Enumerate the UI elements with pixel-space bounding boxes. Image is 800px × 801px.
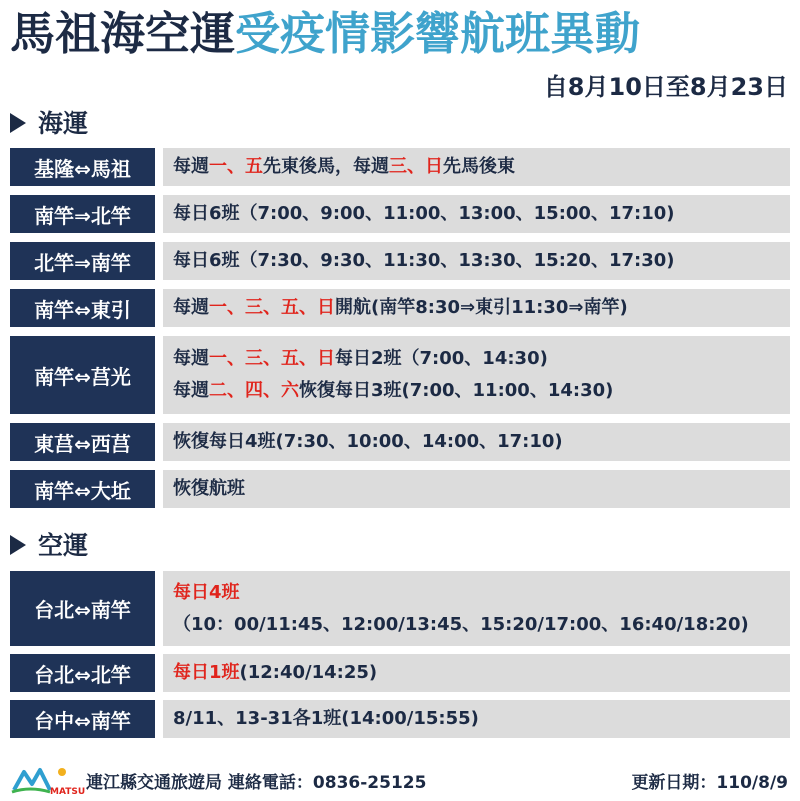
schedule-info — [163, 654, 790, 692]
schedule-text: 恢復每日3班(7:00、11:00、14:30) — [299, 380, 614, 401]
highlight-text: 一、三、五、日 — [209, 348, 335, 369]
schedule-row — [10, 470, 790, 508]
sea-heading-text: 海運 — [38, 109, 89, 138]
schedule-text: 每日6班（7:00、9:00、11:00、13:00、15:00、17:10) — [173, 203, 675, 224]
schedule-line — [173, 151, 790, 183]
highlight-text: 每日4班 — [173, 581, 240, 603]
schedule-row — [10, 571, 790, 646]
schedule-info — [163, 289, 790, 327]
schedule-row — [10, 654, 790, 692]
schedule-info — [163, 423, 790, 461]
route-label: 南竿⇔莒光 — [10, 336, 155, 414]
route-label: 台北⇔南竿 — [10, 571, 155, 646]
schedule-row — [10, 242, 790, 280]
route-label: 東莒⇔西莒 — [10, 423, 155, 461]
schedule-text: 先東後馬，每週 — [263, 156, 389, 177]
highlight-text: 二、四、六 — [209, 380, 299, 401]
schedule-info — [163, 195, 790, 233]
schedule-text: 先馬後東 — [443, 156, 515, 177]
schedule-text: 開航(南竿8:30⇒東引11:30⇒南竿) — [335, 297, 628, 318]
schedule-text: 每日2班（7:00、14:30) — [335, 348, 548, 369]
sea-section-heading — [10, 108, 88, 140]
route-label: 基隆⇔馬祖 — [10, 148, 155, 186]
page-title — [10, 4, 640, 64]
schedule-info — [163, 242, 790, 280]
route-label: 南竿⇔大坵 — [10, 470, 155, 508]
schedule-line — [173, 292, 790, 324]
schedule-line — [173, 245, 790, 277]
logo-text: MATSU — [50, 787, 86, 797]
air-heading-text: 空運 — [38, 531, 89, 560]
title-part2: 受疫情影響航班異動 — [235, 7, 641, 60]
route-label: 台中⇔南竿 — [10, 700, 155, 738]
title-part1: 馬祖海空運 — [10, 7, 236, 60]
schedule-text: 每週 — [173, 156, 209, 177]
update-date: 更新日期：110/8/9 — [631, 773, 788, 793]
schedule-line — [173, 657, 790, 689]
schedule-line — [173, 198, 790, 230]
schedule-row — [10, 423, 790, 461]
schedule-text: 8/11、13-31各1班(14:00/15:55) — [173, 708, 479, 729]
highlight-text: 每日1班 — [173, 662, 240, 683]
schedule-line — [173, 609, 790, 641]
schedule-line — [173, 343, 790, 375]
schedule-line — [173, 577, 790, 609]
schedule-info — [163, 470, 790, 508]
schedule-text: (12:40/14:25) — [239, 662, 378, 683]
route-label: 南竿⇒北竿 — [10, 195, 155, 233]
schedule-text: 每日6班（7:30、9:30、11:30、13:30、15:20、17:30) — [173, 250, 675, 271]
schedule-row — [10, 700, 790, 738]
highlight-text: 三、日 — [389, 156, 443, 177]
schedule-line — [173, 473, 790, 505]
highlight-text: 一、五 — [209, 156, 263, 177]
schedule-info — [163, 571, 790, 646]
schedule-row — [10, 336, 790, 414]
matsu-logo-icon — [10, 762, 86, 797]
route-label: 南竿⇔東引 — [10, 289, 155, 327]
highlight-text: 一、三、五、日 — [209, 297, 335, 318]
schedule-row — [10, 195, 790, 233]
schedule-line — [173, 703, 790, 735]
schedule-text: 每週 — [173, 380, 209, 401]
schedule-info — [163, 148, 790, 186]
schedule-text: （10：00/11:45、12:00/13:45、15:20/17:00、16:40/18:20) — [173, 613, 749, 635]
schedule-text: 每週 — [173, 348, 209, 369]
route-label: 台北⇔北竿 — [10, 654, 155, 692]
organization-contact: 連江縣交通旅遊局 連絡電話：0836-25125 — [86, 773, 427, 793]
schedule-info — [163, 700, 790, 738]
schedule-row — [10, 289, 790, 327]
triangle-bullet-icon — [10, 113, 26, 133]
schedule-text: 恢復每日4班(7:30、10:00、14:00、17:10) — [173, 431, 563, 452]
date-range: 自8月10日至8月23日 — [543, 73, 788, 101]
triangle-bullet-icon — [10, 535, 26, 555]
schedule-info — [163, 336, 790, 414]
schedule-text: 恢復航班 — [173, 478, 245, 499]
route-label: 北竿⇒南竿 — [10, 242, 155, 280]
schedule-row — [10, 148, 790, 186]
footer — [0, 760, 800, 801]
schedule-text: 每週 — [173, 297, 209, 318]
air-section-heading — [10, 530, 88, 562]
schedule-line — [173, 375, 790, 407]
schedule-line — [173, 426, 790, 458]
